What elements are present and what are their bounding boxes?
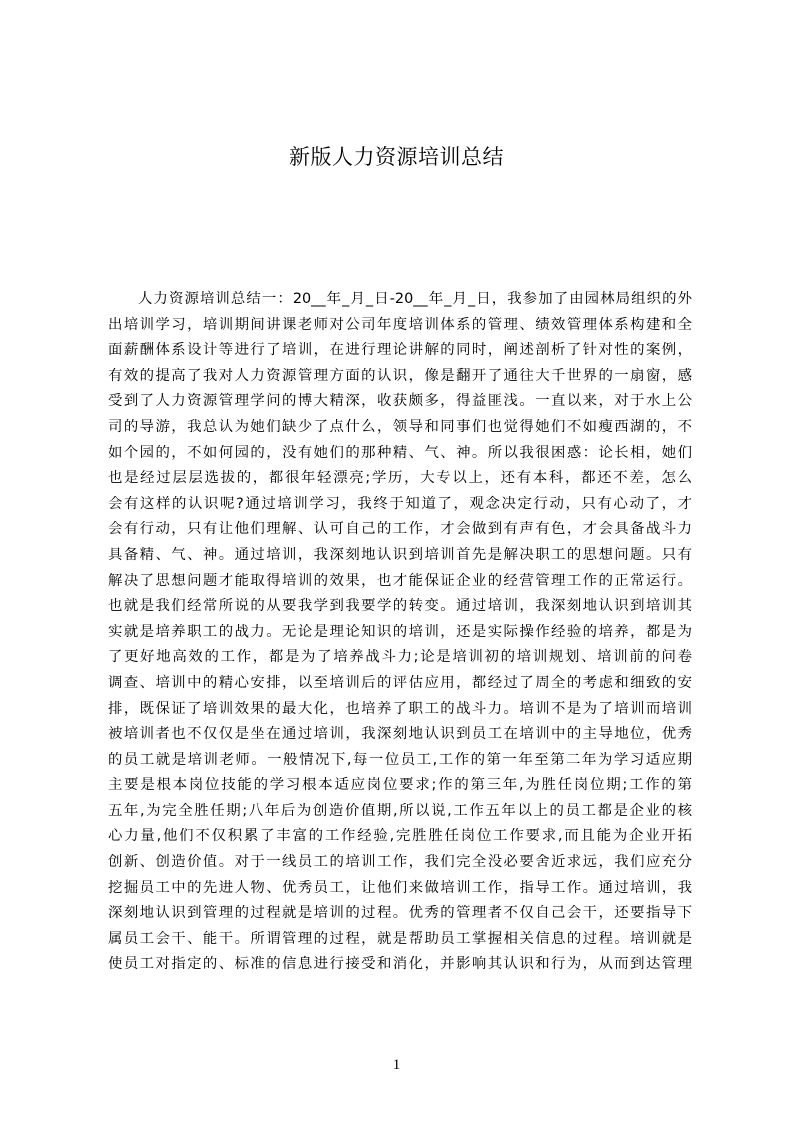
text-line: 具备精、气、神。通过培训，我深刻地认识到培训首先是解决职工的思想问题。只有: [108, 546, 692, 563]
text-line: 面薪酬体系设计等进行了培训，在进行理论讲解的同时，阐述剖析了针对性的案例，: [108, 342, 692, 359]
document-title: 新版人力资源培训总结: [289, 145, 504, 169]
text-line: 会有行动，只有让他们理解、认可自己的工作，才会做到有声有色，才会具备战斗力: [108, 521, 692, 538]
text-line: 也是经过层层选拔的，都很年轻漂亮;学历，大专以上，还有本科，都还不差，怎么: [108, 470, 692, 487]
text-line: 排，既保证了培训效果的最大化，也培养了职工的战斗力。培训不是为了培训而培训: [108, 700, 692, 717]
text-line: 属员工会干、能干。所谓管理的过程，就是帮助员工掌握相关信息的过程。培训就是: [108, 930, 692, 947]
text-line: 五年,为完全胜任期;八年后为创造价值期,所以说,工作五年以上的员工都是企业的核: [108, 802, 692, 819]
text-line: 如个园的，不如何园的，没有她们的那种精、气、神。所以我很困惑：论长相，她们: [108, 444, 692, 461]
text-line: 主要是根本岗位技能的学习根本适应岗位要求;作的第三年,为胜任岗位期;工作的第: [108, 777, 692, 794]
text-line: 挖掘员工中的先进人物、优秀员工，让他们来做培训工作，指导工作。通过培训，我: [108, 879, 692, 896]
text-line: 了更好地高效的工作，都是为了培养战斗力;论是培训初的培训规划、培训前的问卷: [108, 649, 692, 666]
body-paragraph: [108, 287, 692, 978]
text-line: 创新、创造价值。对于一线员工的培训工作，我们完全没必要舍近求远，我们应充分: [108, 854, 692, 871]
text-line: 解决了思想问题才能取得培训的效果，也才能保证企业的经营管理工作的正常运行。: [108, 572, 692, 589]
page-number: 1: [392, 1057, 401, 1073]
text-line: 的员工就是培训老师。一般情况下,每一位员工,工作的第一年至第二年为学习适应期: [108, 751, 692, 768]
text-line: 出培训学习，培训期间讲课老师对公司年度培训体系的管理、绩效管理体系构建和全: [108, 316, 692, 333]
text-line: 调查、培训中的精心安排，以至培训后的评估应用，都经过了周全的考虑和细致的安: [108, 674, 692, 691]
text-line: 深刻地认识到管理的过程就是培训的过程。优秀的管理者不仅自己会干，还要指导下: [108, 905, 692, 922]
text-line: 人力资源培训总结一：20__年_月_日-20__年_月_日，我参加了由园林局组织的外: [138, 291, 692, 307]
text-line: 心力量,他们不仅积累了丰富的工作经验,完胜胜任岗位工作要求,而且能为企业开拓: [108, 828, 692, 845]
text-line: 有效的提高了我对人力资源管理方面的认识，像是翻开了通往大千世界的一扇窗，感: [108, 367, 692, 384]
text-line: 会有这样的认识呢?通过培训学习，我终于知道了，观念决定行动，只有心动了，才: [108, 495, 692, 512]
text-line: 实就是培养职工的战力。无论是理论知识的培训，还是实际操作经验的培养，都是为: [108, 623, 692, 640]
text-line: 司的导游，我总认为她们缺少了点什么，领导和同事们也觉得她们不如瘦西湖的，不: [108, 418, 692, 435]
text-line: 也就是我们经常所说的从要我学到我要学的转变。通过培训，我深刻地认识到培训其: [108, 598, 692, 615]
text-line: 受到了人力资源管理学问的博大精深，收获颇多，得益匪浅。一直以来，对于水上公: [108, 393, 692, 410]
text-line: 使员工对指定的、标准的信息进行接受和消化，并影响其认识和行为，从而到达管理: [108, 956, 692, 973]
text-line: 被培训者也不仅仅是坐在通过培训，我深刻地认识到员工在培训中的主导地位，优秀: [108, 726, 692, 743]
